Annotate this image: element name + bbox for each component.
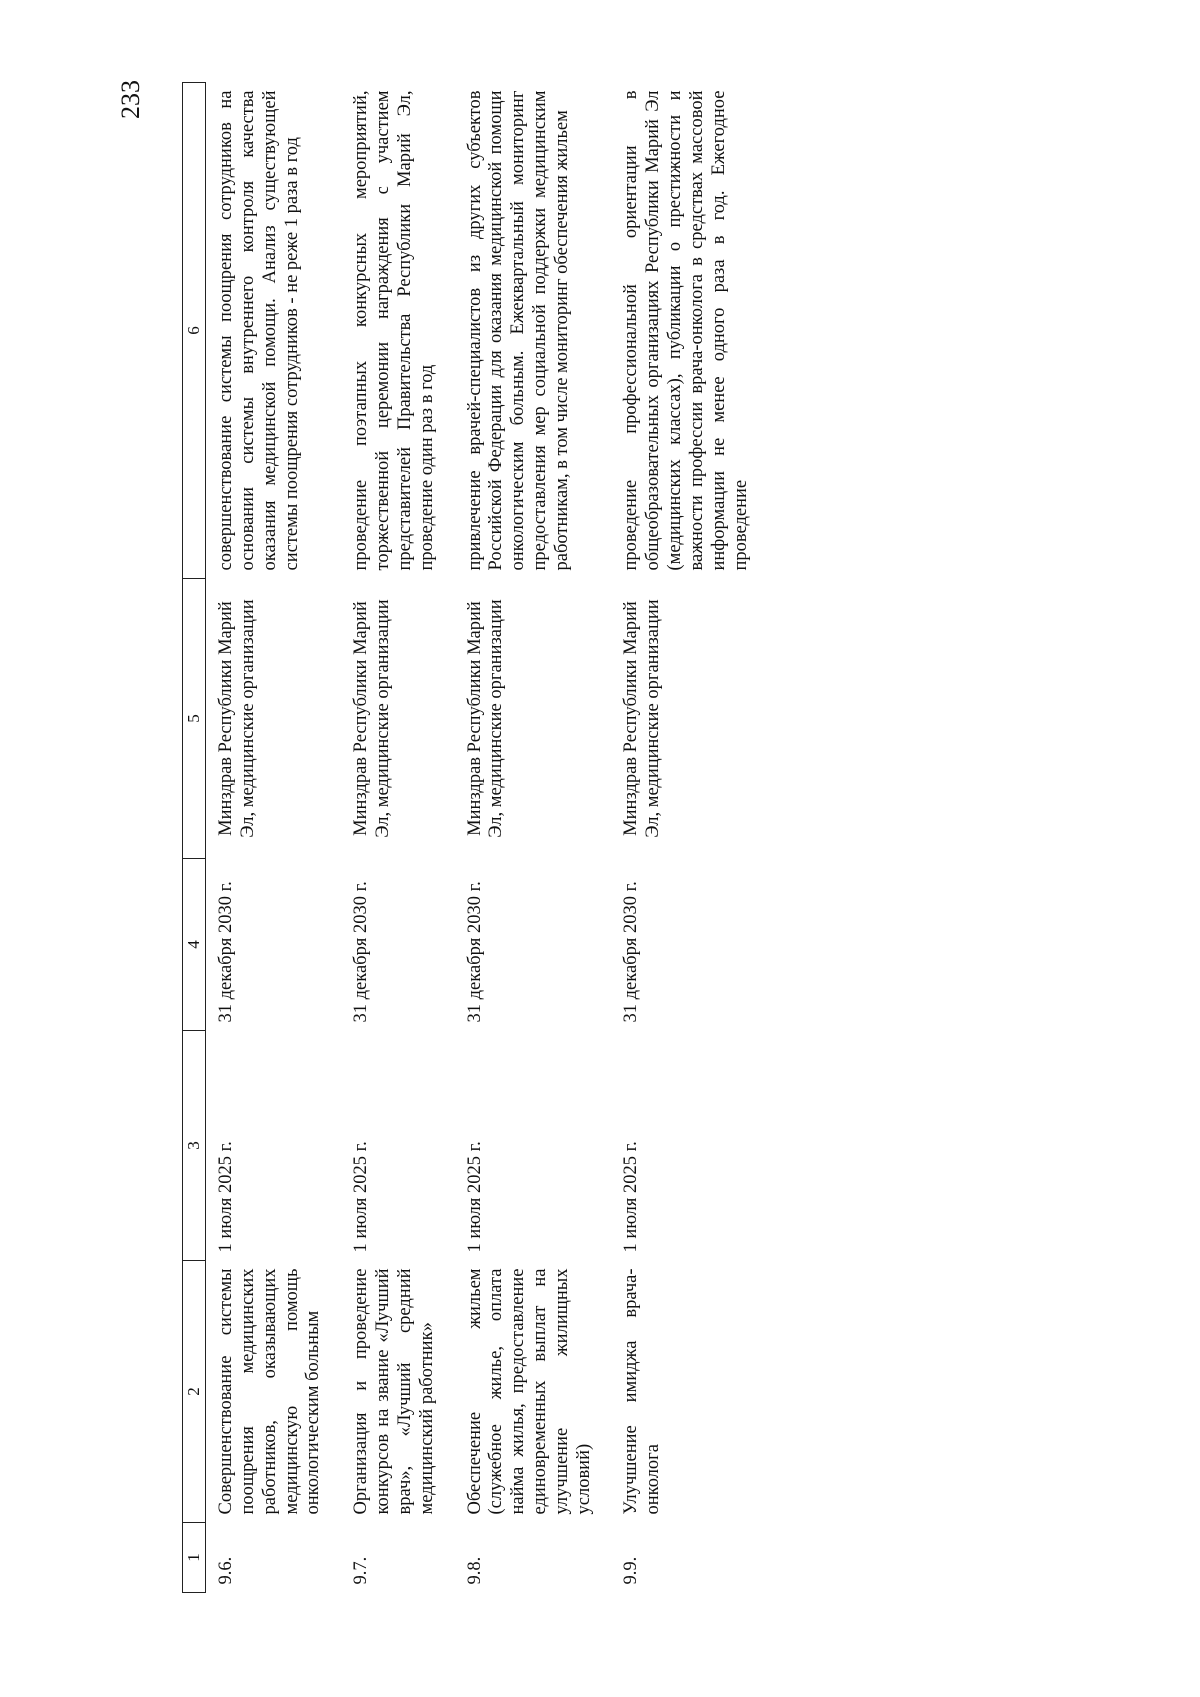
column-header-3: 3 [183, 1031, 206, 1261]
rotated-document-page [100, 0, 1100, 1697]
activity-name: Улучшение имиджа врача-онколога [621, 1268, 664, 1515]
end-date: 31 декабря 2030 г. [464, 881, 485, 1023]
expected-result: проведение поэтапных конкурсных мероприятий, торжественной церемонии награждения с участием представителей Правительства Республики Марий Эл, проведение один раз в год [351, 90, 437, 571]
item-number: 9.8. [464, 1556, 485, 1585]
item-number: 9.7. [351, 1556, 372, 1585]
table-row [341, 83, 454, 1593]
table-row [455, 83, 612, 1593]
expected-result: совершенствование системы поощрения сотрудников на основании системы внутреннего контроля качества оказания медицинской помощи. Анализ существующей системы поощрения сотрудников - не реже 1 раза в год [216, 90, 302, 571]
table-row [206, 83, 342, 1593]
header-row [183, 83, 206, 1593]
start-date: 1 июля 2025 г. [621, 1141, 642, 1253]
column-header-4: 4 [183, 859, 206, 1031]
item-number: 9.6. [216, 1556, 237, 1585]
item-number: 9.9. [621, 1556, 642, 1585]
start-date: 1 июля 2025 г. [351, 1141, 372, 1253]
column-header-6: 6 [183, 83, 206, 579]
start-date: 1 июля 2025 г. [464, 1141, 485, 1253]
column-header-1: 1 [183, 1523, 206, 1593]
action-plan-table [182, 82, 768, 1593]
responsible-executor: Минздрав Республики Марий Эл, медицинские организации [216, 599, 258, 838]
responsible-executor: Минздрав Республики Марий Эл, медицинские организации [621, 599, 664, 838]
expected-result: привлечение врачей-специалистов из других субъектов Российской Федерации для оказания медицинской помощи онкологическим больным. Ежеквартальный мониторинг предоставления мер социальной поддержки медицинским работникам, в том числе мониторинг обеспечения жильем [464, 90, 572, 571]
end-date: 31 декабря 2030 г. [621, 881, 642, 1023]
page-number: 233 [116, 80, 145, 119]
responsible-executor: Минздрав Республики Марий Эл, медицинские организации [464, 599, 507, 838]
table-row [611, 83, 768, 1593]
activity-name: Совершенствование системы поощрения медицинских работников, оказывающих медицинскую помощь онкологическим больным [216, 1268, 324, 1515]
activity-name: Организация и проведение конкурсов на звание «Лучший врач», «Лучший средний медицинский работник» [351, 1268, 437, 1515]
expected-result: проведение профессиональной ориентации в общеобразовательных организациях Республики Марий Эл (медицинских классах), публикации о престижности и важности профессии врача-онколога в средствах массовой информации не менее одного раза в год. Ежегодное проведение [621, 90, 751, 571]
column-header-2: 2 [183, 1261, 206, 1523]
column-header-5: 5 [183, 579, 206, 859]
activity-name: Обеспечение жильем (служебное жилье, оплата найма жилья, предоставление единовременных выплат на улучшение жилищных условий) [464, 1268, 594, 1515]
responsible-executor: Минздрав Республики Марий Эл, медицинские организации [351, 599, 394, 838]
start-date: 1 июля 2025 г. [216, 1141, 237, 1253]
end-date: 31 декабря 2030 г. [351, 881, 372, 1023]
end-date: 31 декабря 2030 г. [216, 881, 237, 1023]
